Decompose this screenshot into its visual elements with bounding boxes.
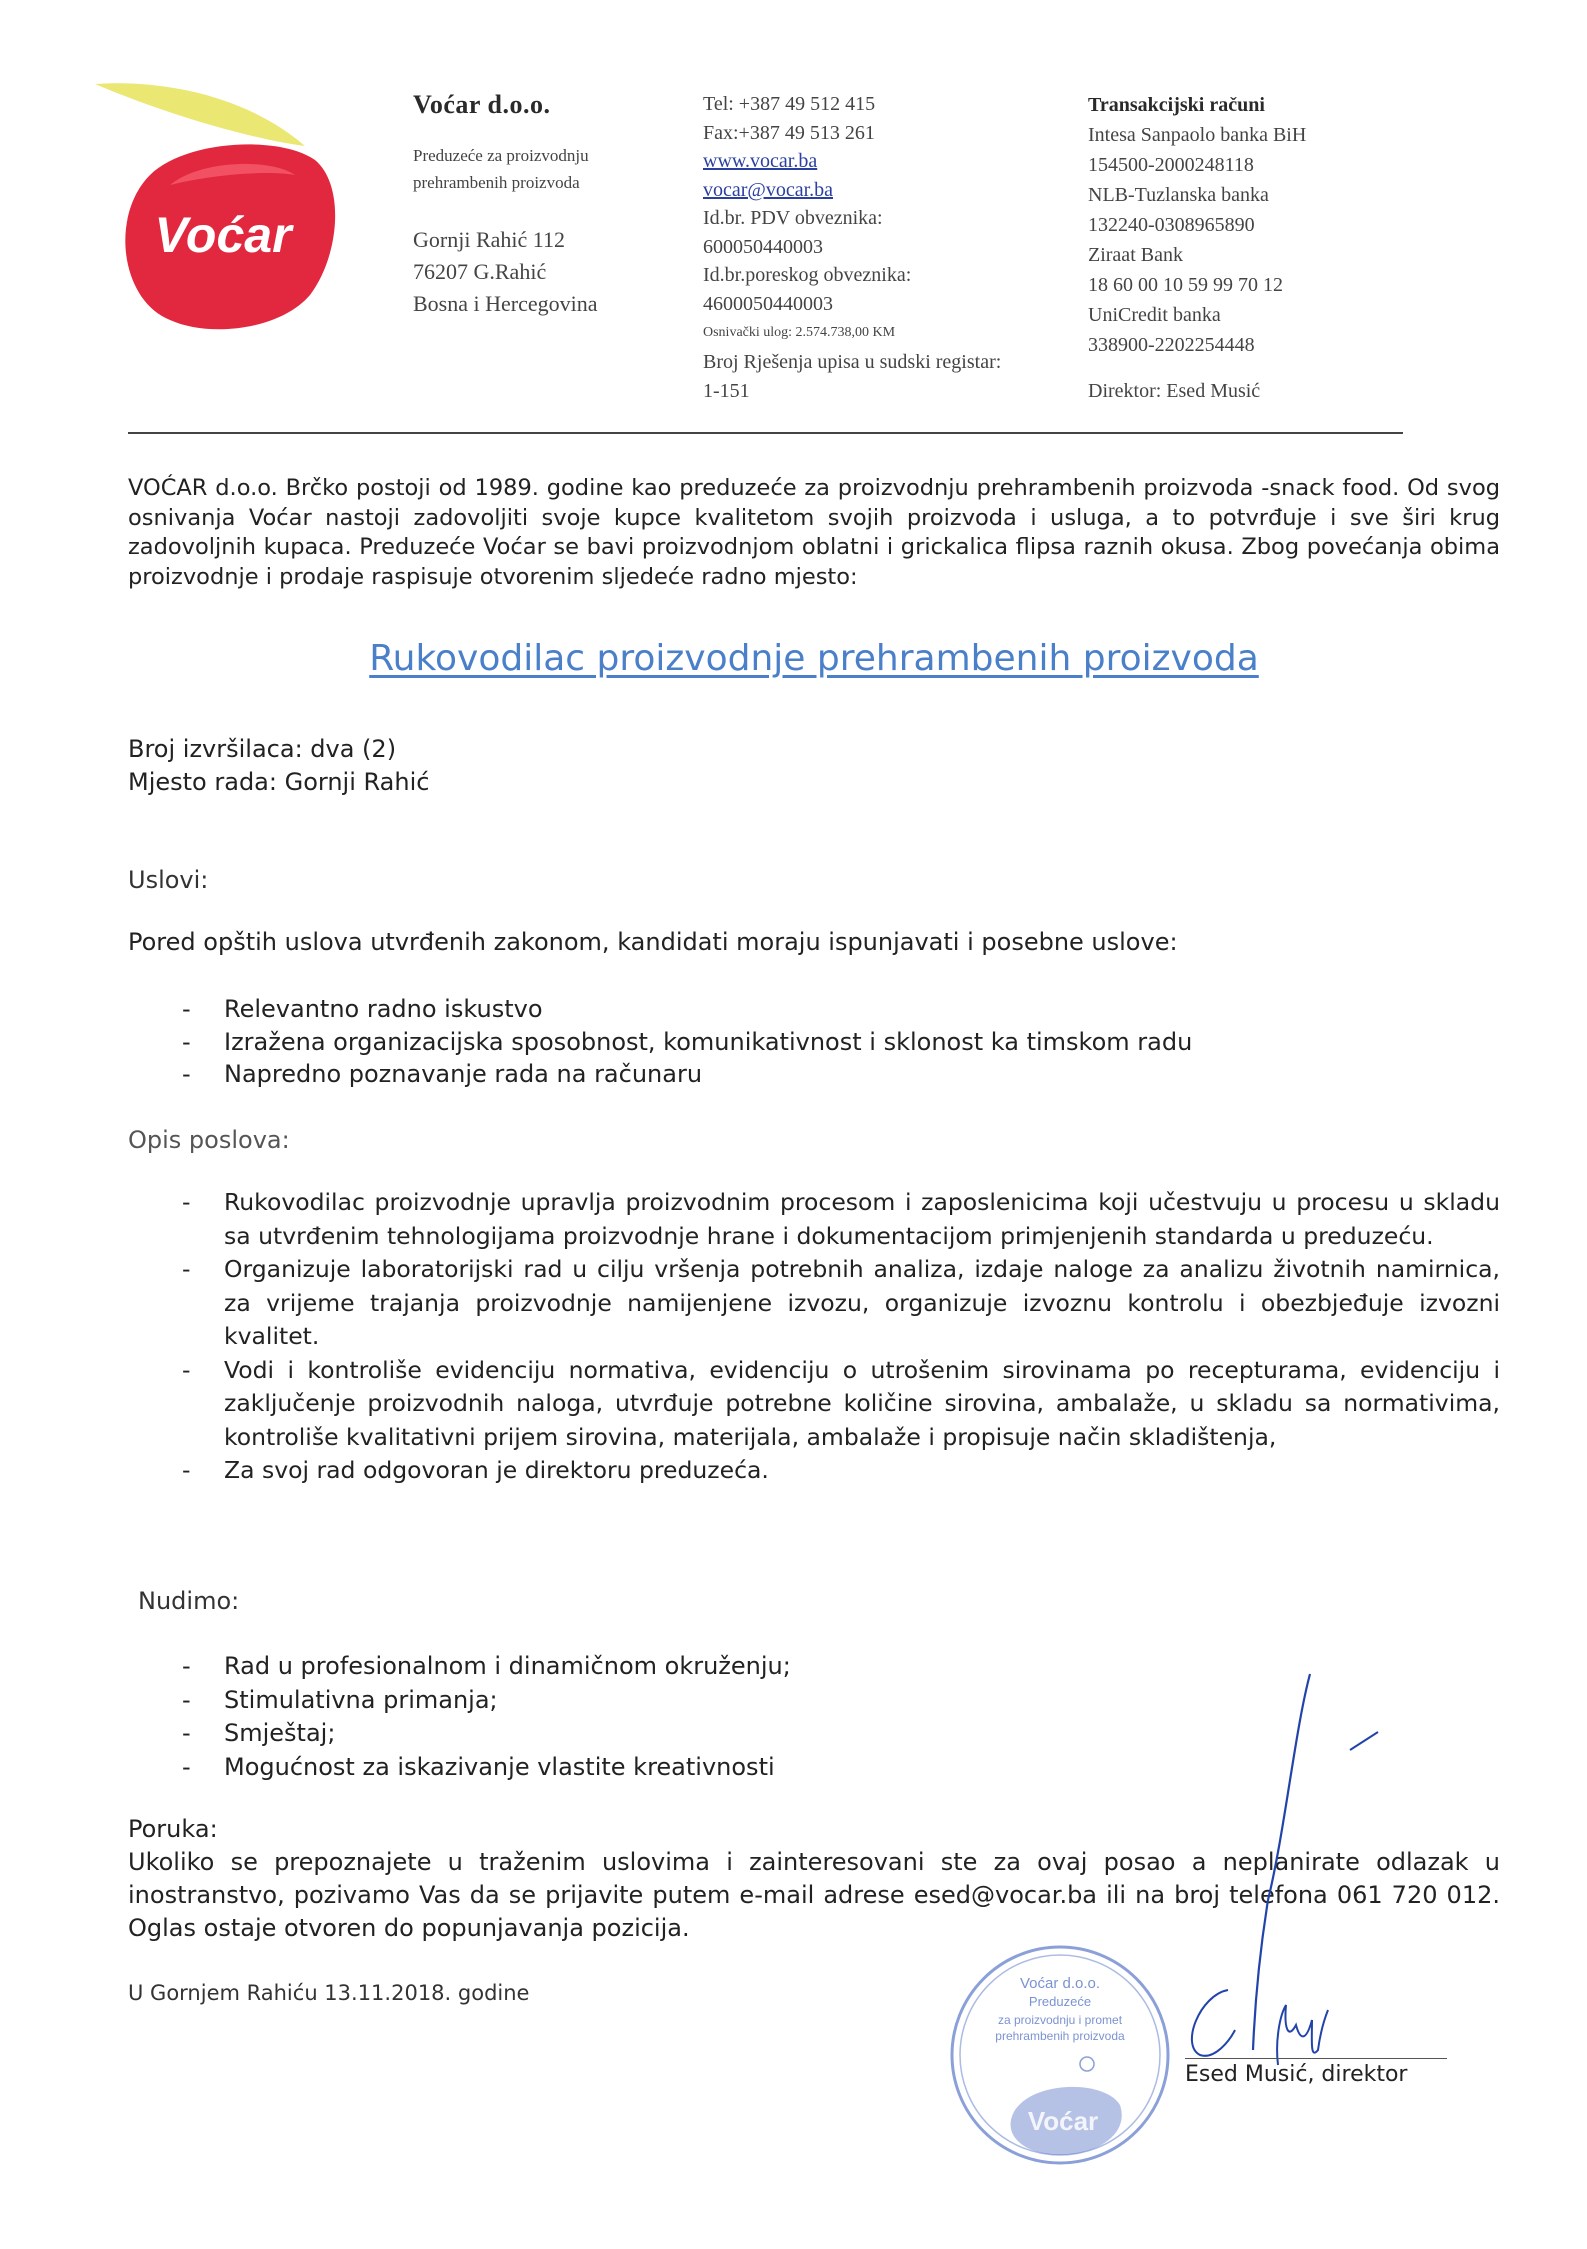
dash-bullet: - (182, 995, 191, 1023)
pdv-number: 600050440003 (703, 235, 823, 258)
director-line: Direktor: Esed Musić (1088, 380, 1261, 402)
list-item: - Rukovodilac proizvodnje upravlja proizvodnim procesom i zaposlenicima koji učestvuju u procesu u skladu sa utvrđenim tehnologijama proizvodnje hrane i dokumentacijom primjenjenih standarda u preduzeću. (182, 1188, 1500, 1250)
bank-name: NLB-Tuzlanska banka (1088, 184, 1269, 206)
stamp-line-4: prehrambenih proizvoda (995, 2029, 1125, 2043)
intro-paragraph: VOĆAR d.o.o. Brčko postoji od 1989. godine kao preduzeće za proizvodnju prehrambenih proizvoda -snack food. Od svog osnivanja Voćar nastoji zadovoljiti svoje kupce kvalitetom svojih proizvoda i usluga, a to potvrđuje i sve širi krug zadovoljnih kupaca. Preduzeće Voćar se bavi proizvodnjom oblatni i grickalica flipsa raznih okusa. Zbog povećanja obima proizvodnje i prodaje raspisuje otvorenim sljedeće radno mjesto: (128, 475, 1500, 590)
list-item: - Organizuje laboratorijski rad u cilju vršenja potrebnih analiza, izdaje naloge za analizu životnih namirnica, za vrijeme trajanja proizvodnje namijenjene izvozu, organizuje izvoznu kontrolu i obezbjeđuje izvozni kvalitet. (182, 1255, 1500, 1350)
bank-account: 154500-2000248118 (1088, 154, 1254, 176)
tax-label: Id.br.poreskog obveznika: (703, 264, 912, 286)
document-date: U Gornjem Rahiću 13.11.2018. godine (128, 1981, 530, 2005)
job-title-text: Rukovodilac proizvodnje prehrambenih proizvoda (369, 638, 1259, 679)
pdv-label: Id.br. PDV obveznika: (703, 207, 883, 229)
logo-text: Voćar (154, 207, 292, 263)
list-item: - Relevantno radno iskustvo (128, 993, 1378, 1026)
dash-bullet: - (182, 1752, 191, 1781)
dash-bullet: - (182, 1685, 191, 1714)
tax-number: 4600050440003 (703, 292, 833, 315)
dash-bullet: - (182, 1719, 191, 1747)
company-tagline-1: Preduzeće za proizvodnju (413, 146, 589, 165)
duties-heading: Opis poslova: (128, 1126, 290, 1154)
capital-info: Osnivački ulog: 2.574.738,00 KM (703, 325, 896, 340)
fax-number: Fax:+387 49 513 261 (703, 121, 875, 144)
bank-name: Intesa Sanpaolo banka BiH (1088, 124, 1307, 146)
message-heading: Poruka: (128, 1815, 218, 1843)
duties-list (128, 1186, 1500, 1488)
director-signature (1160, 1670, 1420, 2090)
stamp-line-2: Preduzeće (1028, 1994, 1092, 2009)
address-line-3: Bosna i Hercegovina (413, 291, 598, 316)
stamp-logo: Voćar (1027, 2106, 1099, 2136)
list-item: - Za svoj rad odgovoran je direktoru preduzeća. (128, 1454, 1500, 1488)
company-stamp (945, 1940, 1175, 2170)
bank-account: 132240-0308965890 (1088, 214, 1255, 236)
vocar-logo (90, 80, 350, 340)
stamp-line-1: Voćar d.o.o. (1019, 1975, 1101, 1992)
offer-list (128, 1650, 1128, 1784)
position-info (128, 733, 928, 799)
dash-bullet: - (182, 1355, 191, 1384)
conditions-intro: Pored opštih uslova utvrđenih zakonom, kandidati moraju ispunjavati i posebne uslove: (128, 928, 1178, 956)
list-item: - Napredno poznavanje rada na računaru (128, 1058, 1378, 1091)
court-label: Broj Rješenja upisa u sudski registar: (703, 351, 1002, 373)
phone-number: Tel: +387 49 512 415 (703, 93, 876, 115)
dash-bullet: - (182, 1456, 191, 1484)
letterhead-accounts-block (1088, 90, 1378, 406)
dash-bullet: - (182, 1188, 191, 1216)
email-link[interactable]: vocar@vocar.ba (703, 178, 834, 201)
website-link[interactable]: www.vocar.ba (703, 150, 818, 172)
bank-name: Ziraat Bank (1088, 244, 1183, 266)
address-line-2: 76207 G.Rahić (413, 259, 547, 284)
signatory-name: Esed Musić, direktor (1185, 2062, 1408, 2087)
letterhead-contact-block (703, 90, 1083, 405)
header-divider (128, 432, 1403, 434)
bank-name: UniCredit banka (1088, 304, 1221, 326)
address-line-1: Gornji Rahić 112 (413, 227, 565, 252)
list-item: - Smještaj; (128, 1717, 1128, 1751)
signature-line (1185, 2058, 1447, 2059)
bank-account: 338900-2202254448 (1088, 334, 1255, 356)
message-text: Ukoliko se prepoznajete u traženim uslovima i zainteresovani ste za ovaj posao a neplanirate odlazak u inostranstvo, pozivamo Vas da se prijavite putem e-mail adrese esed@vocar.ba ili na broj telefona 061 720 012. Oglas ostaje otvoren do popunjavanja pozicija. (128, 1848, 1500, 1942)
letterhead-company-block (413, 90, 673, 320)
work-location: Mjesto rada: Gornji Rahić (128, 768, 430, 796)
stamp-line-3: za proizvodnju i promet (997, 2013, 1123, 2027)
dash-bullet: - (182, 1027, 191, 1056)
dash-bullet: - (182, 1255, 191, 1283)
bank-account: 18 60 00 10 59 99 70 12 (1088, 274, 1283, 296)
company-tagline-2: prehrambenih proizvoda (413, 173, 580, 192)
company-name: Voćar d.o.o. (413, 90, 551, 119)
job-title (128, 638, 1500, 679)
requirements-list (128, 993, 1378, 1091)
conditions-heading: Uslovi: (128, 866, 209, 894)
list-item: - Mogućnost za iskazivanje vlastite kreativnosti (128, 1751, 1128, 1785)
court-number: 1-151 (703, 379, 750, 402)
list-item: - Stimulativna primanja; (128, 1684, 1128, 1718)
dash-bullet: - (182, 1060, 191, 1088)
positions-count: Broj izvršilaca: dva (2) (128, 735, 397, 763)
offer-heading: Nudimo: (138, 1587, 240, 1615)
accounts-title: Transakcijski računi (1088, 94, 1265, 116)
list-item: - Vodi i kontroliše evidenciju normativa, evidenciju o utrošenim sirovinama po recepturama, evidenciju i zaključenje proizvodnih naloga, utvrđuje potrebne količine sirovina, ambalaže, u skladu sa normativima, kontroliše kvalitativni prijem sirovina, materijala, ambalaže i propisuje način skladištenja, (182, 1355, 1500, 1451)
dash-bullet: - (182, 1652, 191, 1680)
logo-leaf (95, 83, 305, 146)
list-item: - Izražena organizacijska sposobnost, komunikativnost i sklonost ka timskom radu (128, 1026, 1378, 1059)
list-item: - Rad u profesionalnom i dinamičnom okruženju; (128, 1650, 1128, 1684)
